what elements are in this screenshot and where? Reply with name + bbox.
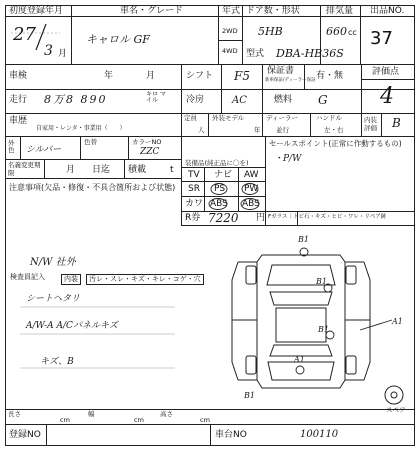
chassis-number-value: 100110 (300, 429, 339, 440)
recycle-value: 7220 (208, 211, 239, 225)
notes-label: 注意事項(欠品・修復・不具合箇所および状態) (9, 183, 176, 192)
equipment-sr: SR (188, 184, 200, 194)
model-code-value: DBA-HB36S (276, 47, 344, 60)
mileage-value: 8万8 890 (44, 93, 108, 106)
report-line-2: A/W-A A/Cパネルキズ (26, 321, 118, 331)
equipment-navi: ナビ (214, 170, 233, 180)
displacement-value: 660 (326, 25, 347, 38)
height-unit: cm (200, 416, 210, 424)
damage-types: 汚レ・スレ・キズ・キレ・コゲ・穴 (86, 274, 204, 285)
capacity-label: 定員 (184, 114, 197, 122)
capacity-unit: 人 (198, 126, 205, 134)
exterior-model-year-unit: 年 (254, 126, 261, 134)
warranty-sub-label: 新車保証/ディーラー保証 (265, 78, 316, 83)
recycle-unit: 円 (256, 213, 266, 223)
length-label: 長さ (8, 410, 21, 418)
damage-mark-3: A1 (392, 317, 403, 326)
history-label: 車歴 (9, 116, 28, 126)
sales-point-label: セールスポイント(正常に作動するもの) (269, 139, 402, 148)
shift-value: F5 (234, 69, 250, 83)
first-registration-label: 初度登録年月 (9, 6, 64, 16)
history-options: 自家用・レンタ・事業用（ ） (36, 125, 126, 132)
handle-value: 左・右 (324, 126, 344, 134)
damage-mark-2: B1 (316, 277, 327, 286)
equipment-leather: カワ (185, 199, 204, 209)
door-count-value: 5HB (258, 25, 283, 38)
width-unit: cm (134, 416, 144, 424)
warranty-options: 有・無 (316, 71, 344, 81)
length-unit: cm (60, 416, 70, 424)
chassis-number-label: 車台NO (215, 430, 247, 440)
name-change-deadline-label: 名義変更期限 (8, 161, 41, 177)
displacement-unit: cc (348, 28, 357, 37)
inspection-label: 車検 (9, 71, 28, 81)
model-year-label: 年式 (222, 6, 241, 16)
lot-number-value: 37 (370, 28, 393, 49)
deadline-month-unit: 月 (66, 165, 76, 175)
model-code-label: 型式 (246, 49, 265, 59)
fuel-label: 燃料 (274, 95, 293, 105)
exterior-model-label: 外装モデル (212, 114, 245, 122)
spare-tire-label: スペア (386, 406, 406, 414)
exterior-color-value: シルバー (26, 145, 62, 155)
load-capacity-label: 積載 (128, 165, 147, 175)
dealer-value: 並行 (276, 126, 289, 134)
car-name-label: 車名・グレード (120, 6, 184, 16)
color-number-label: カラーNO (132, 138, 162, 146)
registration-year: 27 (13, 24, 36, 45)
ac-label: 冷房 (186, 95, 205, 105)
lot-number-label: 出品NO. (370, 6, 405, 16)
damage-mark-1: B1 (298, 235, 309, 244)
two-wd-label: 2WD (222, 27, 238, 35)
inspection-year-unit: 年 (104, 71, 114, 81)
interior-score-label: 内装評価 (364, 116, 377, 132)
recycle-label: R券 (185, 213, 201, 223)
deadline-day-unit: 日迄 (92, 165, 111, 175)
equipment-aw: AW (244, 170, 259, 180)
color-number-value: ZZC (140, 147, 160, 157)
interior-tag: 内装 (61, 274, 81, 285)
load-capacity-unit: t (170, 165, 174, 175)
dealer-label: ディーラー (266, 114, 298, 122)
interior-score-value: B (392, 116, 401, 130)
height-label: 高さ (160, 410, 173, 418)
sales-point-value: ・P/W (274, 154, 302, 164)
mileage-unit: キロ マイル (146, 91, 166, 104)
color-change-label: 色替 (84, 138, 97, 146)
handle-label: ハンドル (316, 114, 342, 122)
equipment-pw: PW (244, 184, 259, 194)
score-value: 4 (380, 84, 394, 109)
equipment-abs-1: ABS (210, 199, 228, 209)
four-wd-label: 4WD (222, 47, 238, 55)
inspection-month-unit: 月 (146, 71, 156, 81)
damage-mark-5: A1 (294, 355, 305, 364)
glass-damage-line: Fガラス｜トビ石・キズ・ヒビ・ワレ・リペア跡 (268, 214, 387, 220)
damage-mark-6: B1 (244, 391, 255, 400)
registration-month: 3 (44, 43, 53, 59)
car-name-value: キャロル GF (86, 33, 150, 46)
equipment-ps: PS (214, 184, 226, 194)
inspector-label: 検査員記入 (10, 273, 45, 281)
damage-mark-4: B1 (318, 325, 329, 334)
report-line-3: キズ、B (40, 357, 74, 367)
registration-month-unit: 月 (58, 49, 68, 59)
warranty-label: 保証書 (267, 66, 295, 76)
exterior-color-label: 外色 (8, 139, 15, 154)
equipment-abs-2: ABS (242, 199, 260, 209)
displacement-label: 排気量 (326, 6, 354, 16)
fuel-value: G (318, 93, 328, 107)
width-label: 幅 (88, 410, 95, 418)
equipment-title: 装備品(純正品に〇を) (185, 159, 249, 167)
report-line-1: シートヘタリ (26, 294, 81, 304)
report-title: N/W 社外 (30, 257, 76, 268)
equipment-tv: TV (188, 170, 200, 180)
door-shape-label: ドア数・形状 (246, 6, 300, 16)
registration-number-label: 登録NO (9, 430, 41, 440)
shift-label: シフト (186, 71, 214, 81)
score-label: 評価点 (372, 67, 400, 77)
ac-value: AC (232, 95, 247, 106)
mileage-label: 走行 (9, 95, 28, 105)
